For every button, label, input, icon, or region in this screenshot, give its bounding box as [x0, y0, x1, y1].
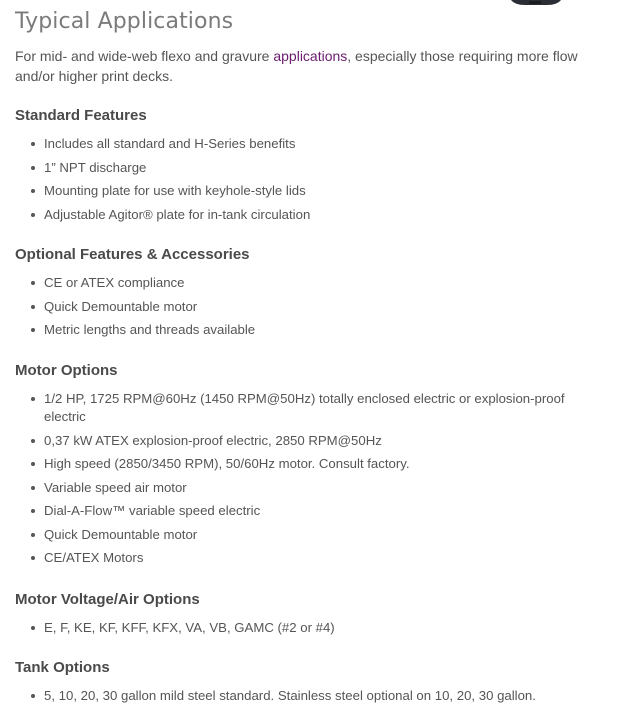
list-item: CE or ATEX compliance	[0, 274, 574, 292]
tank-options-list	[0, 687, 617, 711]
list-item: Mounting plate for use with keyhole-style lids	[0, 182, 574, 200]
list-item: E, F, KE, KF, KFF, KFX, VA, VB, GAMC (#2 or #4)	[0, 619, 574, 637]
motor-options-list	[0, 390, 617, 573]
list-item: Adjustable Agitor® plate for in-tank circulation	[0, 206, 574, 224]
motor-voltage-air-options-list	[0, 619, 617, 643]
standard-features-list	[0, 135, 617, 229]
optional-features-list	[0, 274, 617, 345]
page-title: Typical Applications	[15, 9, 234, 34]
list-item: Variable speed air motor	[0, 479, 574, 497]
list-item: Quick Demountable motor	[0, 526, 574, 544]
list-item: CE/ATEX Motors	[0, 549, 574, 567]
list-item: Quick Demountable motor	[0, 298, 574, 316]
intro-text-after: , especially those requiring more flow and/or higher print decks.	[15, 48, 578, 84]
list-item: High speed (2850/3450 RPM), 50/60Hz motor. Consult factory.	[0, 455, 574, 473]
list-item: Metric lengths and threads available	[0, 321, 574, 339]
intro-paragraph	[15, 46, 605, 86]
section-heading-motor-options: Motor Options	[15, 362, 118, 379]
list-item: 5, 10, 20, 30 gallon mild steel standard. Stainless steel optional on 10, 20, 30 gallon.	[0, 687, 574, 705]
list-item: Includes all standard and H-Series benefits	[0, 135, 574, 153]
list-item: Dial-A-Flow™ variable speed electric	[0, 502, 574, 520]
applications-link[interactable]: applications	[273, 48, 348, 64]
list-item: 0,37 kW ATEX explosion-proof electric, 2850 RPM@50Hz	[0, 432, 574, 450]
list-item: 1/2 HP, 1725 RPM@60Hz (1450 RPM@50Hz) totally enclosed electric or explosion-proof electric	[0, 390, 574, 426]
intro-text-before: For mid- and wide-web flexo and gravure	[15, 48, 274, 64]
product-image-pump	[507, 0, 565, 6]
list-item: 1” NPT discharge	[0, 159, 574, 177]
section-heading-standard-features: Standard Features	[15, 107, 147, 124]
section-heading-optional-features: Optional Features & Accessories	[15, 246, 250, 263]
section-heading-motor-voltage-air-options: Motor Voltage/Air Options	[15, 591, 200, 608]
section-heading-tank-options: Tank Options	[15, 659, 110, 676]
